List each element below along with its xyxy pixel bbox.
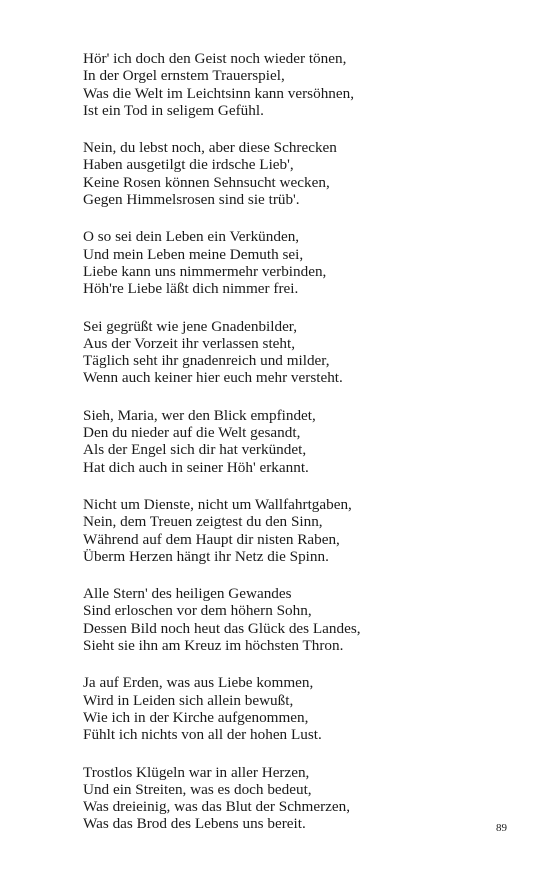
- poem-line: In der Orgel ernstem Trauerspiel,: [83, 67, 285, 85]
- poem-line: Sei gegrüßt wie jene Gnadenbilder,: [83, 317, 298, 335]
- poem-line: Wie ich in der Kirche aufgenommen,: [83, 708, 309, 726]
- poem-line: Sieh, Maria, wer den Blick empfindet,: [83, 406, 316, 424]
- poem-line: Haben ausgetilgt die irdsche Lieb',: [83, 156, 294, 174]
- poem-line: Was die Welt im Leichtsinn kann versöhnen,: [83, 84, 355, 102]
- stanza: [83, 764, 523, 833]
- poem-line: Trostlos Klügeln war in aller Herzen,: [83, 763, 310, 781]
- stanza: [83, 585, 523, 654]
- stanza: [83, 496, 523, 565]
- poem-line: Was das Brod des Lebens uns bereit.: [83, 815, 306, 833]
- poem-line: Und mein Leben meine Demuth sei,: [83, 245, 304, 263]
- poem-line: Aus der Vorzeit ihr verlassen steht,: [83, 334, 296, 352]
- poem-line: Höh're Liebe läßt dich nimmer frei.: [83, 280, 299, 298]
- stanza: [83, 674, 523, 743]
- poem-line: Während auf dem Haupt dir nisten Raben,: [83, 530, 340, 548]
- poem-line: Gegen Himmelsrosen sind sie trüb'.: [83, 191, 300, 209]
- poem-line: Sind erloschen vor dem höhern Sohn,: [83, 602, 312, 620]
- page-number: 89: [496, 822, 507, 834]
- poem-line: Als der Engel sich dir hat verkündet,: [83, 441, 307, 459]
- poem-line: Nicht um Dienste, nicht um Wallfahrtgaben,: [83, 495, 352, 513]
- poem-line: Dessen Bild noch heut das Glück des Landes,: [83, 619, 361, 637]
- stanza: [83, 407, 523, 476]
- poem-line: Überm Herzen hängt ihr Netz die Spinn.: [83, 547, 329, 565]
- poem-line: Alle Stern' des heiligen Gewandes: [83, 585, 292, 603]
- poem-line: Wenn auch keiner hier euch mehr versteht.: [83, 369, 343, 387]
- poem-line: Ist ein Tod in seligem Gefühl.: [83, 101, 264, 119]
- poem-line: Fühlt ich nichts von all der hohen Lust.: [83, 726, 322, 744]
- stanza: [83, 50, 523, 119]
- stanza: [83, 318, 523, 387]
- poem-line: O so sei dein Leben ein Verkünden,: [83, 228, 300, 246]
- poem-body: [83, 50, 523, 853]
- poem-line: Nein, du lebst noch, aber diese Schrecken: [83, 139, 337, 157]
- poem-line: Was dreieinig, was das Blut der Schmerzen,: [83, 798, 351, 816]
- poem-line: Nein, dem Treuen zeigtest du den Sinn,: [83, 513, 323, 531]
- poem-line: Wird in Leiden sich allein bewußt,: [83, 691, 294, 709]
- poem-line: Keine Rosen können Sehnsucht wecken,: [83, 173, 330, 191]
- poem-line: Täglich seht ihr gnadenreich und milder,: [83, 352, 330, 370]
- poem-line: Ja auf Erden, was aus Liebe kommen,: [83, 674, 314, 692]
- poem-line: Den du nieder auf die Welt gesandt,: [83, 424, 301, 442]
- poem-line: Liebe kann uns nimmermehr verbinden,: [83, 262, 327, 280]
- poem-line: Sieht sie ihn am Kreuz im höchsten Thron.: [83, 637, 344, 655]
- poem-line: Und ein Streiten, was es doch bedeut,: [83, 780, 312, 798]
- stanza: [83, 228, 523, 297]
- poem-line: Hör' ich doch den Geist noch wieder tönen,: [83, 50, 347, 67]
- poem-line: Hat dich auch in seiner Höh' erkannt.: [83, 458, 309, 476]
- stanza: [83, 139, 523, 208]
